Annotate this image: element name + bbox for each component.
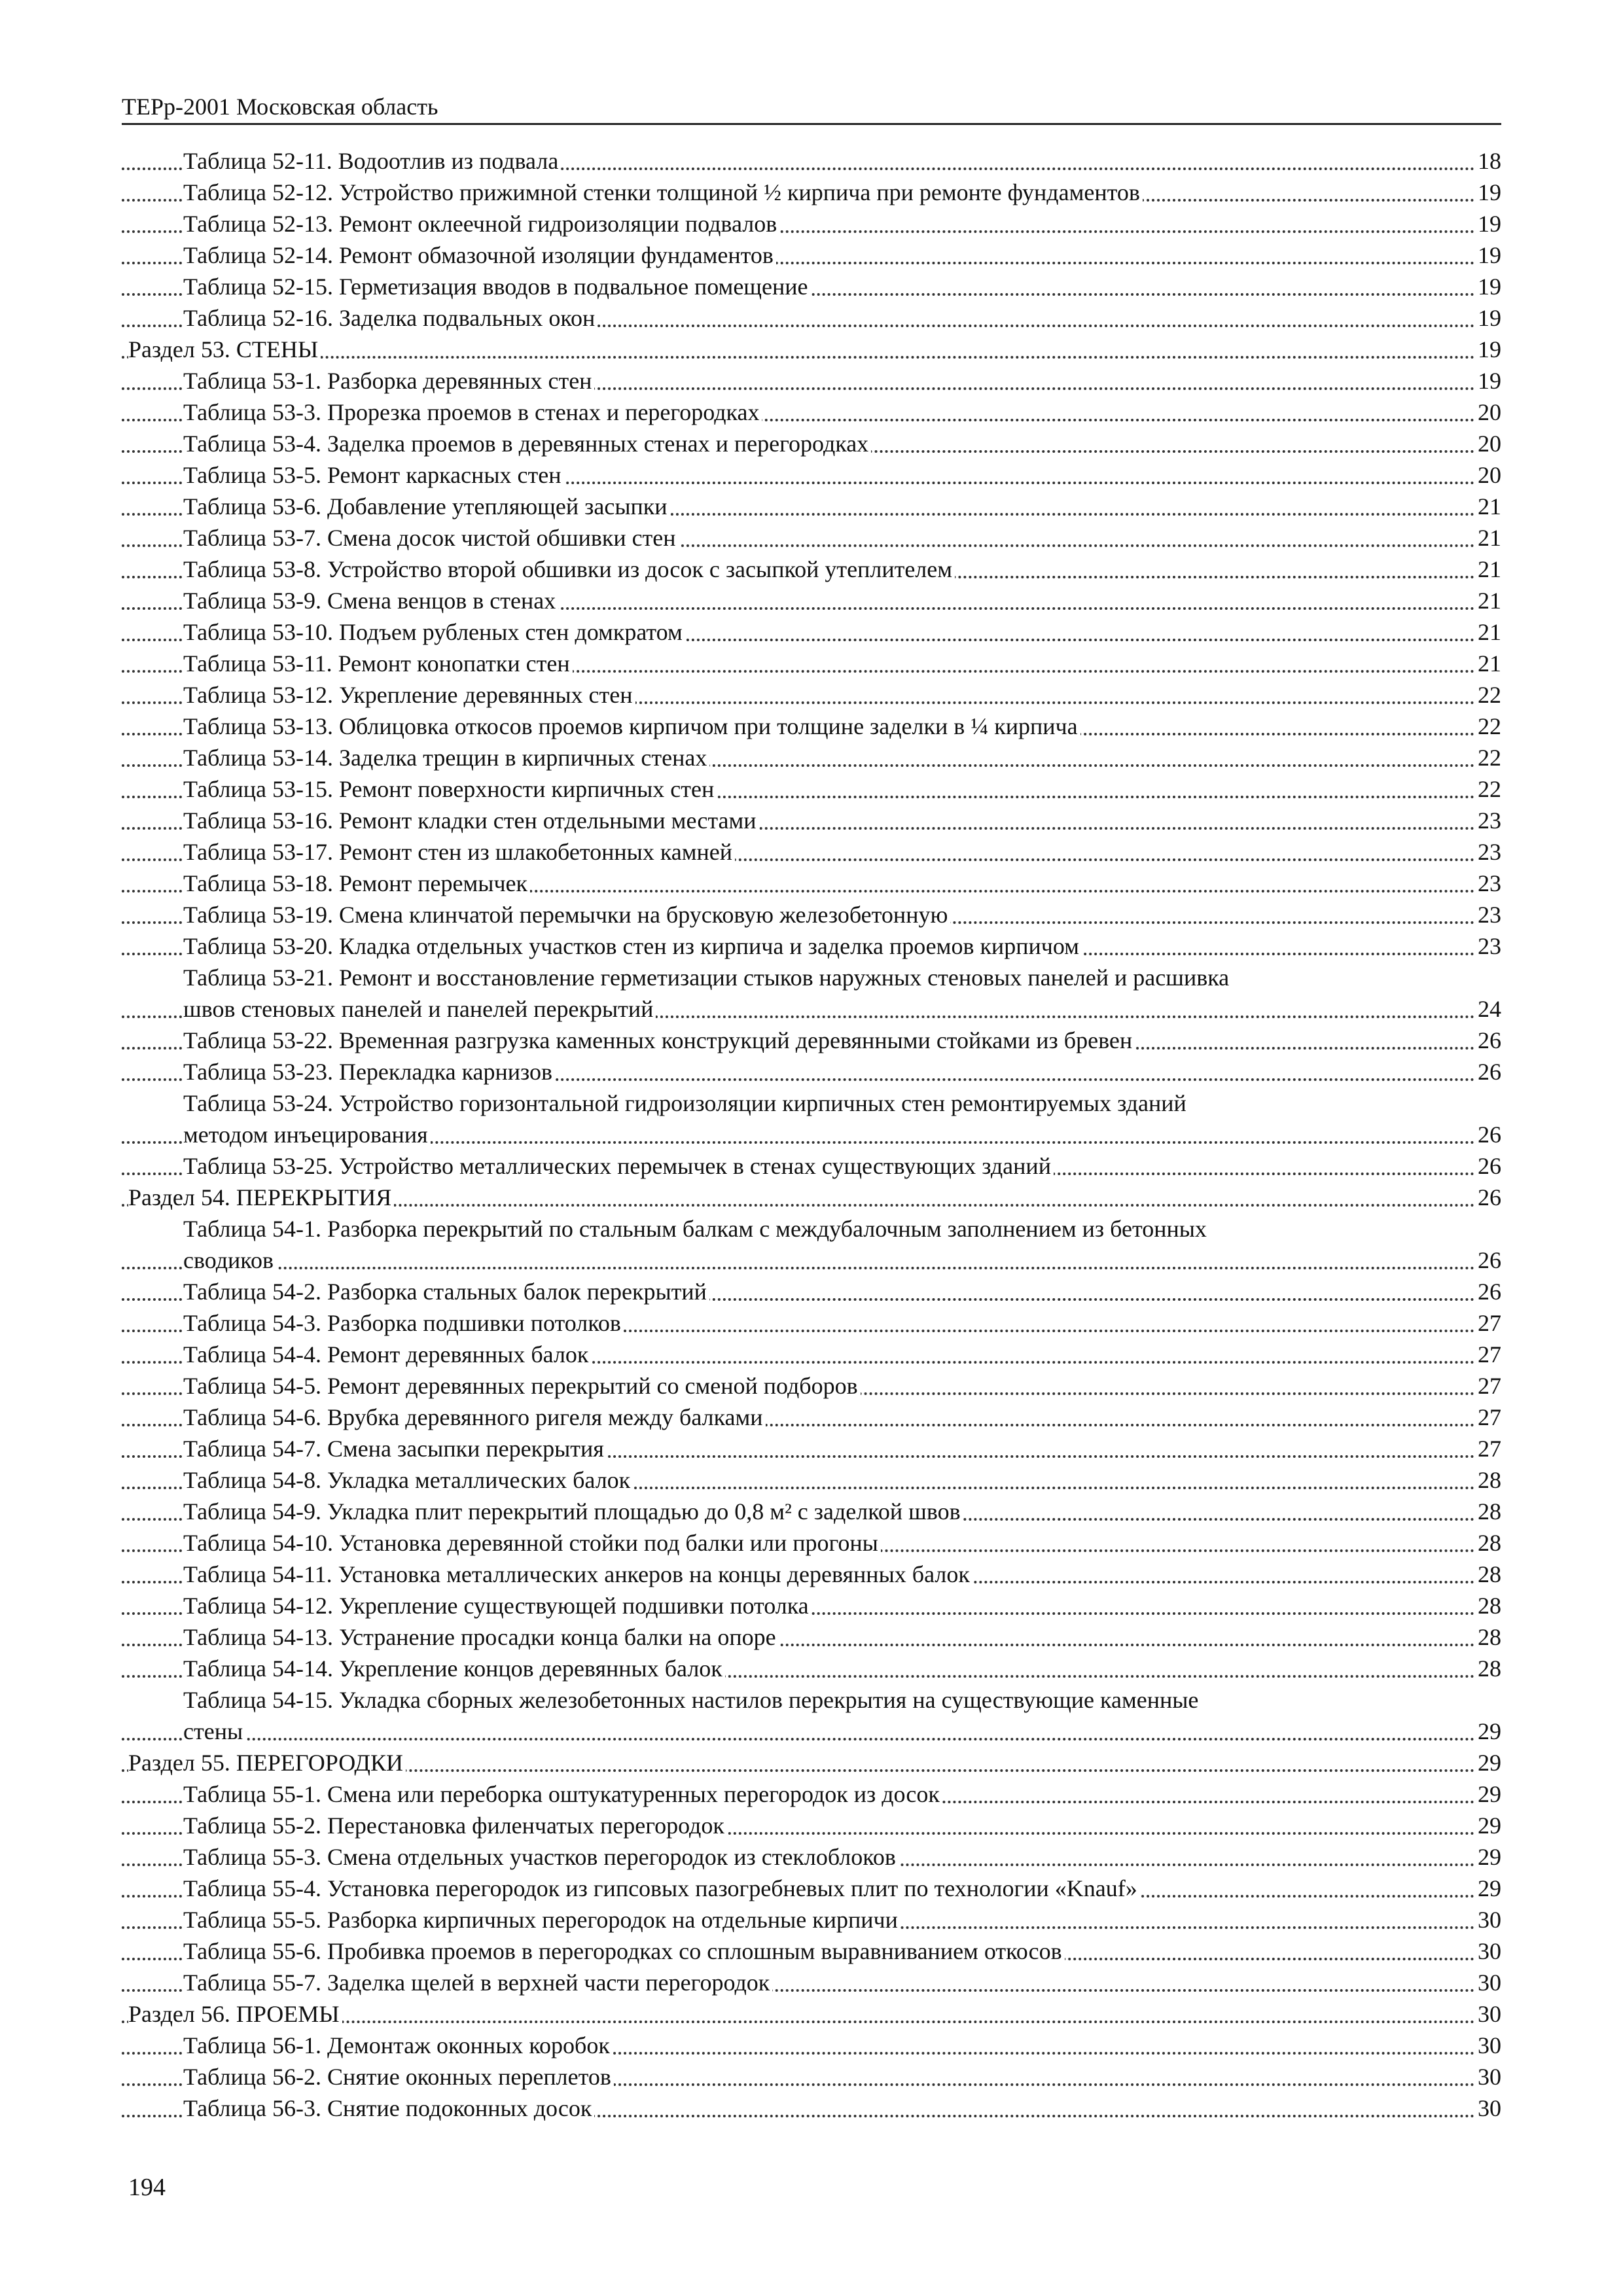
toc-table-entry[interactable] (122, 271, 1501, 302)
toc-entry-page: 21 (1474, 648, 1501, 679)
toc-table-entry[interactable] (122, 742, 1501, 773)
dot-leader (122, 1267, 1501, 1269)
running-header (122, 90, 1501, 125)
toc-entry-title: Таблица 55-7. Заделка щелей в верхней части перегородок (183, 1969, 772, 1996)
toc-table-entry[interactable] (122, 1653, 1501, 1684)
toc-entry-title: Таблица 52-16. Заделка подвальных окон (183, 305, 597, 331)
toc-table-entry[interactable] (122, 1402, 1501, 1433)
toc-table-entry[interactable] (122, 397, 1501, 428)
toc-entry-page: 22 (1474, 773, 1501, 805)
toc-table-entry[interactable] (122, 1087, 1501, 1119)
header-title: ТЕРр-2001 Московская область (122, 94, 438, 120)
toc-entry-title: Таблица 53-16. Ремонт кладки стен отдельными местами (183, 807, 759, 834)
toc-table-entry[interactable] (122, 522, 1501, 554)
dot-leader (122, 356, 1501, 359)
toc-entry-page: 23 (1474, 899, 1501, 930)
toc-entry-title: Таблица 53-15. Ремонт поверхности кирпичных стен (183, 776, 717, 802)
toc-table-entry[interactable] (122, 208, 1501, 239)
toc-entry-title: Раздел 55. ПЕРЕГОРОДКИ (128, 1750, 406, 1776)
toc-table-entry[interactable] (122, 868, 1501, 899)
toc-entry-title: Таблица 56-1. Демонтаж оконных коробок (183, 2032, 613, 2058)
toc-entry-title: Таблица 54-8. Укладка металлических балок (183, 1467, 633, 1493)
toc-entry-page: 19 (1474, 208, 1501, 239)
toc-table-entry[interactable] (122, 1935, 1501, 1967)
toc-entry-page: 29 (1474, 1716, 1501, 1747)
toc-entry-title: Таблица 53-11. Ремонт конопатки стен (183, 650, 573, 677)
toc-entry-title: методом инъецирования (183, 1122, 431, 1148)
toc-entry-title: Таблица 55-4. Установка перегородок из гипсовых пазогребневых плит по технологии «Knauf» (183, 1875, 1140, 1901)
toc-entry-title: Таблица 53-22. Временная разгрузка каменных конструкций деревянными стойками из бревен (183, 1027, 1135, 1053)
toc-table-entry[interactable] (122, 1684, 1501, 1716)
toc-entry-title: Таблица 54-14. Укрепление концов деревянных балок (183, 1655, 725, 1682)
toc-entry-page: 28 (1474, 1559, 1501, 1590)
toc-entry-page: 19 (1474, 365, 1501, 397)
toc-table-entry[interactable] (122, 1213, 1501, 1245)
toc-entry-page: 28 (1474, 1464, 1501, 1496)
toc-entry-page: 19 (1474, 334, 1501, 365)
toc-entry-title: Таблица 56-2. Снятие оконных переплетов (183, 2064, 614, 2090)
toc-entry-title: Таблица 53-24. Устройство горизонтальной гидроизоляции кирпичных стен ремонтируемых зданий (183, 1090, 1189, 1116)
toc-table-entry[interactable] (122, 993, 1501, 1025)
toc-entry-page: 29 (1474, 1841, 1501, 1873)
toc-table-entry[interactable] (122, 177, 1501, 208)
toc-table-entry[interactable] (122, 1527, 1501, 1559)
toc-entry-page: 27 (1474, 1370, 1501, 1402)
toc-entry-title: Таблица 55-6. Пробивка проемов в перегородках со сплошным выравниванием откосов (183, 1938, 1065, 1964)
toc-entry-page: 21 (1474, 585, 1501, 616)
toc-entry-title: Таблица 53-13. Облицовка откосов проемов кирпичом при толщине заделки в ¼ кирпича (183, 713, 1080, 739)
toc-entry-title: Таблица 54-10. Установка деревянной стойки под балки или прогоны (183, 1530, 881, 1556)
toc-entry-page: 19 (1474, 271, 1501, 302)
toc-entry-title: Таблица 54-2. Разборка стальных балок перекрытий (183, 1279, 709, 1305)
toc-entry-title: Таблица 53-12. Укрепление деревянных стен (183, 682, 635, 708)
toc-table-entry[interactable] (122, 1339, 1501, 1370)
dot-leader (122, 1738, 1501, 1740)
toc-entry-title: Таблица 54-6. Врубка деревянного ригеля между балками (183, 1404, 766, 1430)
toc-table-entry[interactable] (122, 1464, 1501, 1496)
toc-entry-page: 26 (1474, 1025, 1501, 1056)
toc-entry-title: Таблица 52-13. Ремонт оклеечной гидроизоляции подвалов (183, 211, 779, 237)
toc-entry-title: Таблица 53-1. Разборка деревянных стен (183, 368, 594, 394)
toc-table-entry[interactable] (122, 1370, 1501, 1402)
toc-table-entry[interactable] (122, 145, 1501, 177)
toc-table-entry[interactable] (122, 1307, 1501, 1339)
toc-entry-title: Раздел 56. ПРОЕМЫ (128, 2001, 342, 2027)
toc-entry-page: 26 (1474, 1182, 1501, 1213)
toc-entry-page: 22 (1474, 711, 1501, 742)
toc-entry-title: Таблица 53-10. Подъем рубленых стен домкратом (183, 619, 685, 645)
toc-section-entry[interactable] (122, 1998, 1501, 2030)
toc-entry-page: 30 (1474, 1904, 1501, 1935)
toc-entry-page: 27 (1474, 1402, 1501, 1433)
toc-entry-page: 28 (1474, 1621, 1501, 1653)
toc-entry-title: Таблица 54-4. Ремонт деревянных балок (183, 1341, 591, 1368)
toc-entry-title: Таблица 53-23. Перекладка карнизов (183, 1059, 555, 1085)
toc-table-entry[interactable] (122, 805, 1501, 836)
toc-entry-title: Таблица 53-19. Смена клинчатой перемычки на брусковую железобетонную (183, 902, 950, 928)
toc-entry-page: 29 (1474, 1747, 1501, 1778)
toc-entry-page: 20 (1474, 397, 1501, 428)
toc-entry-title: Таблица 52-14. Ремонт обмазочной изоляции фундаментов (183, 242, 776, 268)
toc-table-entry[interactable] (122, 302, 1501, 334)
toc-table-entry[interactable] (122, 1496, 1501, 1527)
toc-entry-page: 19 (1474, 177, 1501, 208)
toc-entry-title: Таблица 54-12. Укрепление существующей подшивки потолка (183, 1593, 812, 1619)
toc-entry-title: Таблица 53-18. Ремонт перемычек (183, 870, 530, 896)
toc-entry-title: Таблица 53-6. Добавление утепляющей засыпки (183, 493, 670, 520)
toc-entry-title: стены (183, 1718, 245, 1744)
toc-entry-title: Таблица 52-15. Герметизация вводов в подвальное помещение (183, 274, 811, 300)
toc-entry-page: 18 (1474, 145, 1501, 177)
toc-entry-title: сводиков (183, 1247, 276, 1273)
toc-entry-title: Таблица 54-7. Смена засыпки перекрытия (183, 1436, 607, 1462)
toc-entry-page: 21 (1474, 616, 1501, 648)
toc-section-entry[interactable] (122, 334, 1501, 365)
toc-entry-page: 23 (1474, 868, 1501, 899)
toc-entry-page: 26 (1474, 1150, 1501, 1182)
toc-entry-page: 23 (1474, 836, 1501, 868)
toc-entry-title: Таблица 53-17. Ремонт стен из шлакобетонных камней (183, 839, 735, 865)
toc-entry-title: Таблица 53-20. Кладка отдельных участков стен из кирпича и заделка проемов кирпичом (183, 933, 1082, 959)
toc-entry-title: Таблица 55-5. Разборка кирпичных перегородок на отдельные кирпичи (183, 1907, 901, 1933)
toc-entry-page: 20 (1474, 428, 1501, 459)
toc-table-entry[interactable] (122, 616, 1501, 648)
toc-entry-page: 30 (1474, 1935, 1501, 1967)
toc-table-entry[interactable] (122, 1150, 1501, 1182)
toc-table-entry[interactable] (122, 962, 1501, 993)
toc-entry-title: швов стеновых панелей и панелей перекрытий (183, 996, 656, 1022)
toc-entry-page: 28 (1474, 1496, 1501, 1527)
toc-entry-title: Таблица 54-15. Укладка сборных железобетонных настилов перекрытия на существующие каменные (183, 1687, 1201, 1713)
toc-entry-page: 22 (1474, 679, 1501, 711)
toc-entry-title: Таблица 55-1. Смена или переборка оштукатуренных перегородок из досок (183, 1781, 942, 1807)
toc-entry-page: 23 (1474, 805, 1501, 836)
toc-table-entry[interactable] (122, 491, 1501, 522)
toc-entry-title: Таблица 54-1. Разборка перекрытий по стальным балкам с междубалочным заполнением из бетонных (183, 1216, 1209, 1242)
toc-table-entry[interactable] (122, 679, 1501, 711)
toc-entry-page: 26 (1474, 1056, 1501, 1087)
toc-entry-page: 30 (1474, 1967, 1501, 1998)
toc-entry-page: 23 (1474, 930, 1501, 962)
toc-entry-page: 19 (1474, 302, 1501, 334)
toc-table-entry[interactable] (122, 1716, 1501, 1747)
toc-entry-page: 30 (1474, 2061, 1501, 2093)
toc-entry-title: Таблица 53-3. Прорезка проемов в стенах и перегородках (183, 399, 762, 425)
toc-entry-title: Таблица 56-3. Снятие подоконных досок (183, 2095, 594, 2121)
toc-table-entry[interactable] (122, 365, 1501, 397)
toc-entry-title: Таблица 55-2. Перестановка филенчатых перегородок (183, 1812, 727, 1839)
toc-entry-page: 26 (1474, 1119, 1501, 1150)
toc-entry-title: Таблица 52-11. Водоотлив из подвала (183, 148, 561, 174)
toc-entry-page: 24 (1474, 993, 1501, 1025)
toc-entry-page: 28 (1474, 1527, 1501, 1559)
toc-table-entry[interactable] (122, 1873, 1501, 1904)
toc-table-entry[interactable] (122, 711, 1501, 742)
toc-entry-page: 27 (1474, 1433, 1501, 1464)
toc-entry-page: 22 (1474, 742, 1501, 773)
toc-table-entry[interactable] (122, 930, 1501, 962)
toc-table-entry[interactable] (122, 1025, 1501, 1056)
toc-entry-page: 29 (1474, 1778, 1501, 1810)
toc-entry-title: Раздел 53. СТЕНЫ (128, 336, 321, 362)
toc-entry-title: Таблица 53-4. Заделка проемов в деревянных стенах и перегородках (183, 431, 871, 457)
toc-table-entry[interactable] (122, 899, 1501, 930)
toc-table-entry[interactable] (122, 428, 1501, 459)
toc-table-entry[interactable] (122, 239, 1501, 271)
toc-table-entry[interactable] (122, 554, 1501, 585)
toc-table-entry[interactable] (122, 2061, 1501, 2093)
toc-entry-title: Таблица 54-13. Устранение просадки конца балки на опоре (183, 1624, 779, 1650)
toc-table-entry[interactable] (122, 2093, 1501, 2124)
toc-table-entry[interactable] (122, 1967, 1501, 1998)
toc-entry-title: Таблица 53-21. Ремонт и восстановление герметизации стыков наружных стеновых панелей и расшивка (183, 964, 1232, 991)
toc-entry-page: 27 (1474, 1339, 1501, 1370)
toc-table-entry[interactable] (122, 1810, 1501, 1841)
toc-entry-title: Таблица 53-25. Устройство металлических перемычек в стенах существующих зданий (183, 1153, 1054, 1179)
toc-entry-title: Таблица 53-8. Устройство второй обшивки из досок с засыпкой утеплителем (183, 556, 955, 582)
toc-entry-title: Таблица 54-3. Разборка подшивки потолков (183, 1310, 624, 1336)
toc-entry-page: 30 (1474, 2093, 1501, 2124)
toc-entry-page: 21 (1474, 491, 1501, 522)
toc-table-entry[interactable] (122, 1276, 1501, 1307)
toc-table-entry[interactable] (122, 648, 1501, 679)
toc-section-entry[interactable] (122, 1747, 1501, 1778)
toc-entry-page: 30 (1474, 1998, 1501, 2030)
toc-entry-page: 28 (1474, 1590, 1501, 1621)
toc-entry-page: 20 (1474, 459, 1501, 491)
toc-entry-page: 30 (1474, 2030, 1501, 2061)
toc-table-entry[interactable] (122, 585, 1501, 616)
toc-section-entry[interactable] (122, 1182, 1501, 1213)
toc-table-entry[interactable] (122, 773, 1501, 805)
toc-entry-title: Таблица 54-9. Укладка плит перекрытий площадью до 0,8 м² с заделкой швов (183, 1498, 963, 1525)
toc-entry-page: 26 (1474, 1276, 1501, 1307)
toc-table-entry[interactable] (122, 1245, 1501, 1276)
toc-table-entry[interactable] (122, 1590, 1501, 1621)
toc-entry-title: Таблица 52-12. Устройство прижимной стенки толщиной ½ кирпича при ремонте фундаментов (183, 179, 1143, 205)
toc-entry-page: 26 (1474, 1245, 1501, 1276)
toc-table-entry[interactable] (122, 836, 1501, 868)
toc-entry-page: 29 (1474, 1873, 1501, 1904)
toc-table-entry[interactable] (122, 1056, 1501, 1087)
toc-entry-title: Таблица 55-3. Смена отдельных участков перегородок из стеклоблоков (183, 1844, 899, 1870)
toc-entry-title: Таблица 54-11. Установка металлических анкеров на концы деревянных балок (183, 1561, 972, 1587)
toc-table-entry[interactable] (122, 1559, 1501, 1590)
toc-entry-title: Таблица 54-5. Ремонт деревянных перекрытий со сменой подборов (183, 1373, 861, 1399)
toc-entry-title: Таблица 53-5. Ремонт каркасных стен (183, 462, 564, 488)
toc-table-entry[interactable] (122, 1119, 1501, 1150)
toc-table-entry[interactable] (122, 2030, 1501, 2061)
toc-entry-page: 28 (1474, 1653, 1501, 1684)
toc-table-entry[interactable] (122, 1621, 1501, 1653)
toc-entry-page: 21 (1474, 522, 1501, 554)
toc-table-entry[interactable] (122, 1433, 1501, 1464)
toc-entry-page: 21 (1474, 554, 1501, 585)
page-number: 194 (128, 2174, 166, 2201)
toc-table-entry[interactable] (122, 1904, 1501, 1935)
toc-table-entry[interactable] (122, 1778, 1501, 1810)
toc-entry-title: Таблица 53-14. Заделка трещин в кирпичных стенах (183, 745, 709, 771)
toc-table-entry[interactable] (122, 1841, 1501, 1873)
toc-entry-page: 29 (1474, 1810, 1501, 1841)
table-of-contents (122, 145, 1501, 2124)
toc-entry-page: 19 (1474, 239, 1501, 271)
toc-entry-title: Таблица 53-7. Смена досок чистой обшивки стен (183, 525, 679, 551)
toc-table-entry[interactable] (122, 459, 1501, 491)
toc-entry-title: Раздел 54. ПЕРЕКРЫТИЯ (128, 1184, 394, 1210)
toc-entry-title: Таблица 53-9. Смена венцов в стенах (183, 588, 558, 614)
toc-entry-page: 27 (1474, 1307, 1501, 1339)
